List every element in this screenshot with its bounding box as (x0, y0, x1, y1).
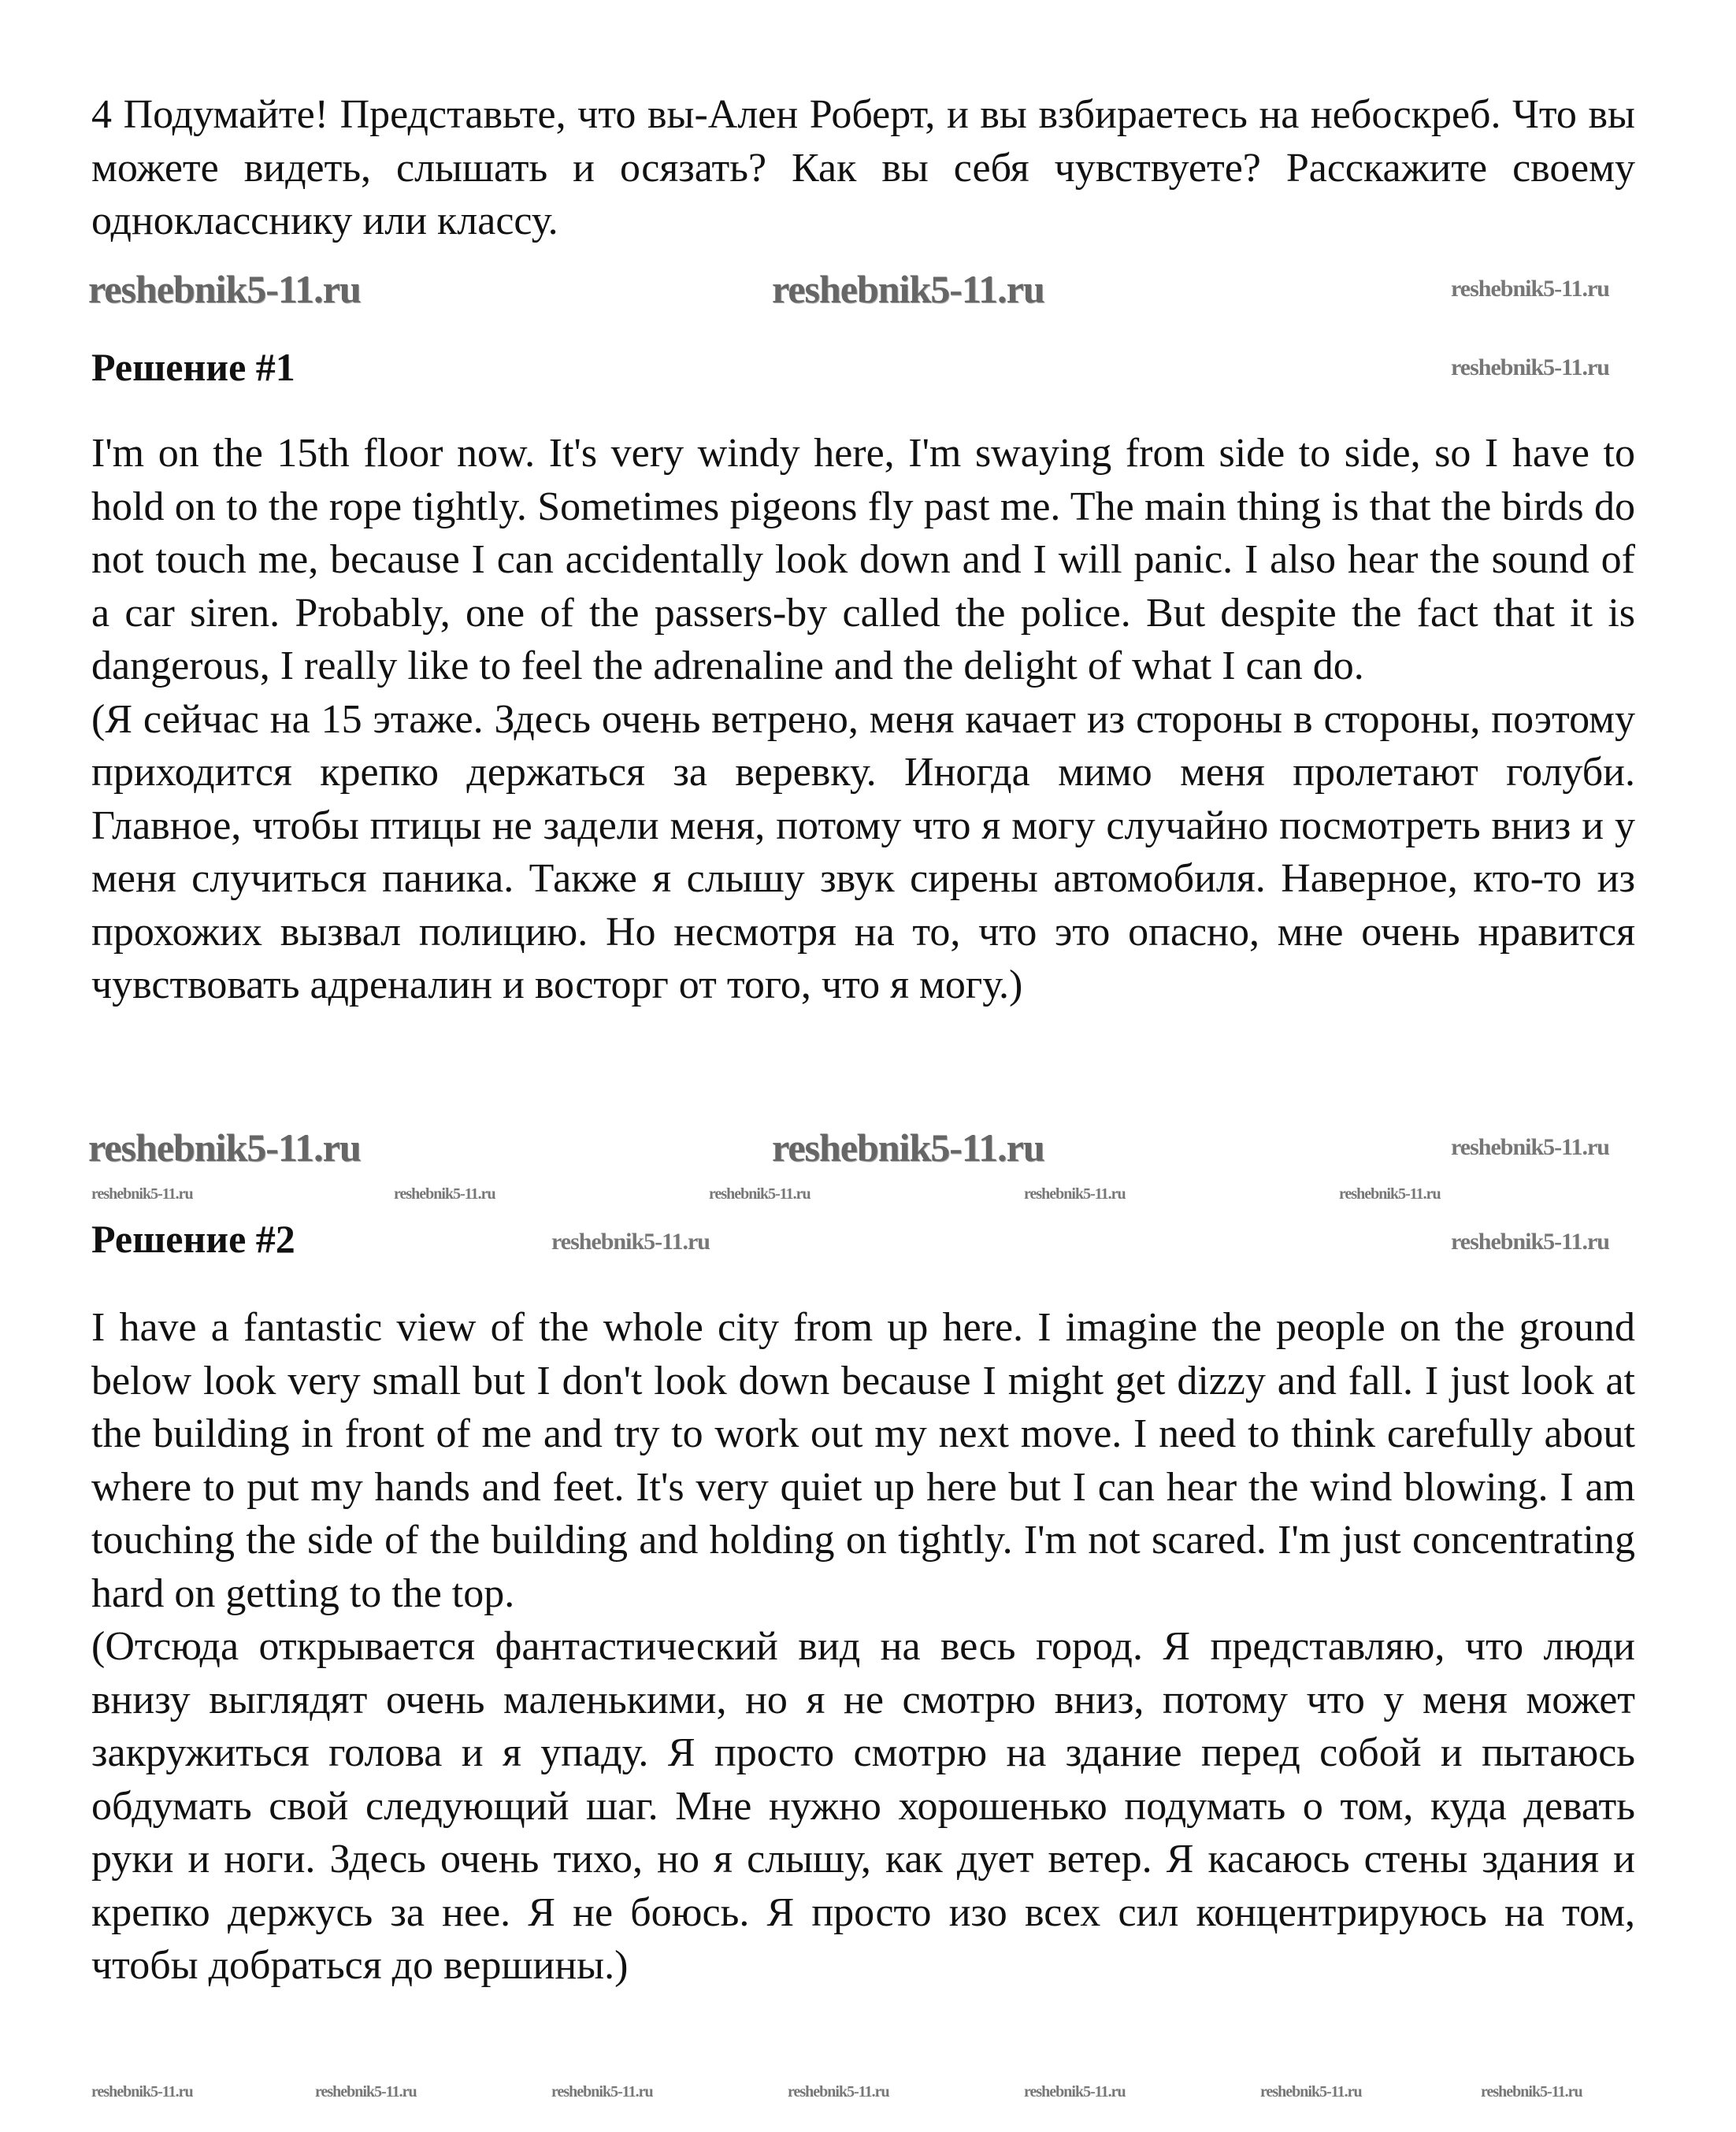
watermark: reshebnik5-11.ru (91, 1185, 193, 1203)
watermark: reshebnik5-11.ru (91, 2083, 193, 2100)
watermark: reshebnik5-11.ru (709, 1185, 811, 1203)
task-text-block (91, 88, 1635, 248)
watermark: reshebnik5-11.ru (1339, 1185, 1441, 1203)
watermark: reshebnik5-11.ru (788, 2083, 889, 2100)
watermark: reshebnik5-11.ru (1451, 1229, 1609, 1255)
watermark: reshebnik5-11.ru (1024, 2083, 1126, 2100)
watermark: reshebnik5-11.ru (1451, 1134, 1609, 1160)
watermark: reshebnik5-11.ru (1451, 354, 1609, 380)
solution-2-block (91, 1301, 1635, 1993)
watermark: reshebnik5-11.ru (88, 267, 361, 311)
solution-1-english: I'm on the 15th floor now. It's very windy here, I'm swaying from side to side, so I have to hold on to the rope tightly. Sometimes pigeons fly past me. The main thing is that the birds do not touch me, because I can accidentally look down and I will panic. I also hear the sound of a car siren. Probably, one of the passers-by called the police. But despite the fact that it is dangerous, I really like to feel the adrenaline and the delight of what I can do. (91, 431, 1635, 688)
watermark: reshebnik5-11.ru (1451, 276, 1609, 302)
task-text: 4 Подумайте! Представьте, что вы-Ален Роберт, и вы взбираетесь на небоскреб. Что вы можете видеть, слышать и осязать? Как вы себя чувствуете? Расскажите своему однокласснику или классу. (91, 92, 1635, 243)
watermark: reshebnik5-11.ru (551, 1229, 710, 1255)
solution-2-english: I have a fantastic view of the whole city from up here. I imagine the people on the ground below look very small but I don't look down because I might get dizzy and fall. I just look at the building in front of me and try to work out my next move. I need to think carefully about where to put my hands and feet. It's very quiet up here but I can hear the wind blowing. I am touching the side of the building and holding on tightly. I'm not scared. I'm just concentrating hard on getting to the top. (91, 1305, 1635, 1616)
watermark: reshebnik5-11.ru (551, 2083, 653, 2100)
solution-2-russian: (Отсюда открывается фантастический вид на весь город. Я представляю, что люди внизу выглядят очень маленькими, но я не смотрю вниз, потому что у меня может закружиться голова и я упаду. Я просто смотрю на здание перед собой и пытаюсь обдумать свой следующий шаг. Мне нужно хорошенько подумать о том, куда девать руки и ноги. Здесь очень тихо, но я слышу, как дует ветер. Я касаюсь стены здания и крепко держусь за нее. Я не боюсь. Я просто изо всех сил концентрируюсь на том, чтобы добраться до вершины.) (91, 1624, 1635, 1988)
watermark: reshebnik5-11.ru (772, 1125, 1044, 1170)
watermark: reshebnik5-11.ru (88, 1125, 361, 1170)
solution-2-title: Решение #2 (91, 1217, 295, 1261)
solution-1-title: Решение #1 (91, 345, 295, 389)
watermark: reshebnik5-11.ru (772, 267, 1044, 311)
watermark: reshebnik5-11.ru (1024, 1185, 1126, 1203)
watermark: reshebnik5-11.ru (315, 2083, 417, 2100)
watermark: reshebnik5-11.ru (1481, 2083, 1582, 2100)
solution-1-block (91, 427, 1635, 1012)
watermark: reshebnik5-11.ru (1260, 2083, 1362, 2100)
solution-1-russian: (Я сейчас на 15 этаже. Здесь очень ветрено, меня качает из стороны в стороны, поэтому приходится крепко держаться за веревку. Иногда мимо меня пролетают голуби. Главное, чтобы птицы не задели меня, потому что я могу случайно посмотреть вниз и у меня случиться паника. Также я слышу звук сирены автомобиля. Наверное, кто-то из прохожих вызвал полицию. Но несмотря на то, что это опасно, мне очень нравится чувствовать адреналин и восторг от того, что я могу.) (91, 696, 1635, 1007)
watermark: reshebnik5-11.ru (394, 1185, 495, 1203)
